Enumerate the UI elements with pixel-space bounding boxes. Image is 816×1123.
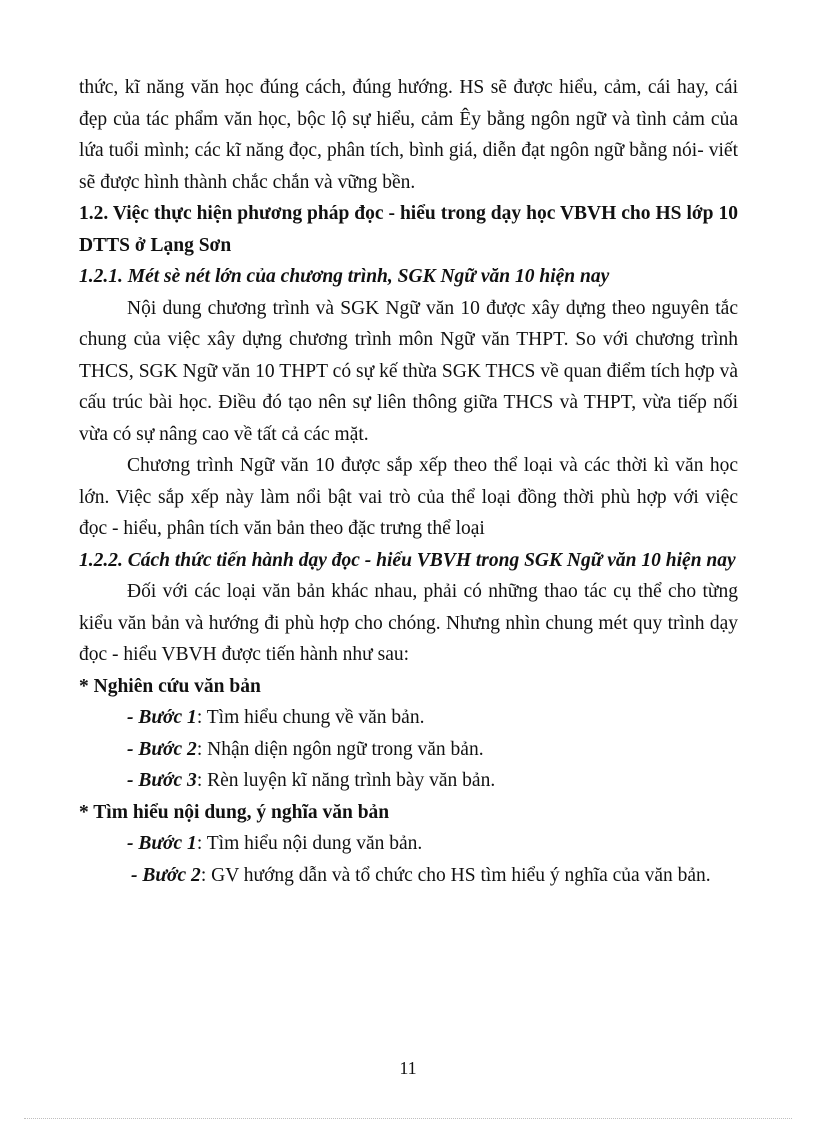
step-text: : GV hướng dẫn và tổ chức cho HS tìm hiểu ý nghĩa của văn bản. [200, 864, 711, 886]
group-1-heading: * Nghiên cứu văn bản [79, 675, 261, 697]
step-label: - Bước 2 [127, 738, 197, 760]
step-text: : Rèn luyện kĩ năng trình bày văn bản. [196, 770, 496, 791]
intro-paragraph: thức, kĩ năng văn học đúng cách, đúng hướng. HS sẽ được hiểu, cảm, cái hay, cái đẹp của tác phẩm văn học, bộc lộ sự hiểu, cảm Êy bằng ngôn ngữ và tình cảm của lứa tuổi mình; các kĩ năng đọc, phân tích, bình giá, diễn đạt ngôn ngữ bằng nói- viết sẽ được hình thành chắc chắn và vững bền. [79, 77, 738, 193]
paragraph-program-structure: Chương trình Ngữ văn 10 được sắp xếp theo thể loại và các thời kì văn học lớn. Việc sắp xếp này làm nổi bật vai trò của thể loại đồng thời phù hợp với việc đọc - hiểu, phân tích văn bản theo đặc trưng thể loại [79, 455, 738, 539]
document-page [79, 72, 738, 891]
step-text: : Nhận diện ngôn ngữ trong văn bản. [196, 738, 484, 760]
section-1-2-1-heading: 1.2.1. Mét sè nét lớn của chương trình, SGK Ngữ văn 10 hiện nay [79, 266, 610, 287]
step-label: - Bước 1 [127, 707, 197, 728]
section-1-2-2-heading: 1.2.2. Cách thức tiến hành dạy đọc - hiểu VBVH trong SGK Ngữ văn 10 hiện nay [79, 549, 736, 571]
section-1-2-heading: 1.2. Việc thực hiện phương pháp đọc - hiểu trong dạy học VBVH cho HS lớp 10 DTTS ở Lạng Sơn [79, 203, 738, 256]
group-2-step-1 [79, 828, 738, 860]
paragraph-reading-process: Đối với các loại văn bản khác nhau, phải có những thao tác cụ thể cho từng kiểu văn bản và hướng đi phù hợp cho chóng. Nhưng nhìn chung mét quy trình dạy đọc - hiểu VBVH được tiến hành như sau: [79, 581, 738, 665]
group-1-step-1 [79, 702, 738, 734]
group-2-heading: * Tìm hiểu nội dung, ý nghĩa văn bản [79, 801, 390, 823]
step-label: - Bước 1 [127, 833, 197, 854]
footer-divider [24, 1118, 792, 1119]
group-1-step-2 [79, 734, 738, 766]
group-2-step-2 [79, 860, 738, 892]
page-number: 11 [399, 1058, 417, 1078]
step-label: - Bước 2 [131, 864, 201, 886]
step-label: - Bước 3 [127, 770, 197, 791]
step-text: : Tìm hiểu nội dung văn bản. [196, 833, 423, 854]
group-1-step-3 [79, 765, 738, 797]
step-text: : Tìm hiểu chung về văn bản. [196, 707, 425, 728]
paragraph-program-content: Nội dung chương trình và SGK Ngữ văn 10 được xây dựng theo nguyên tắc chung của việc xây dựng chương trình môn Ngữ văn THPT. So với chương trình THCS, SGK Ngữ văn 10 THPT có sự kế thừa SGK THCS về quan điểm tích hợp và cấu trúc bài học. Điều đó tạo nên sự liên thông giữa THCS và THPT, vừa tiếp nối vừa có sự nâng cao về tất cả các mặt. [79, 297, 738, 445]
